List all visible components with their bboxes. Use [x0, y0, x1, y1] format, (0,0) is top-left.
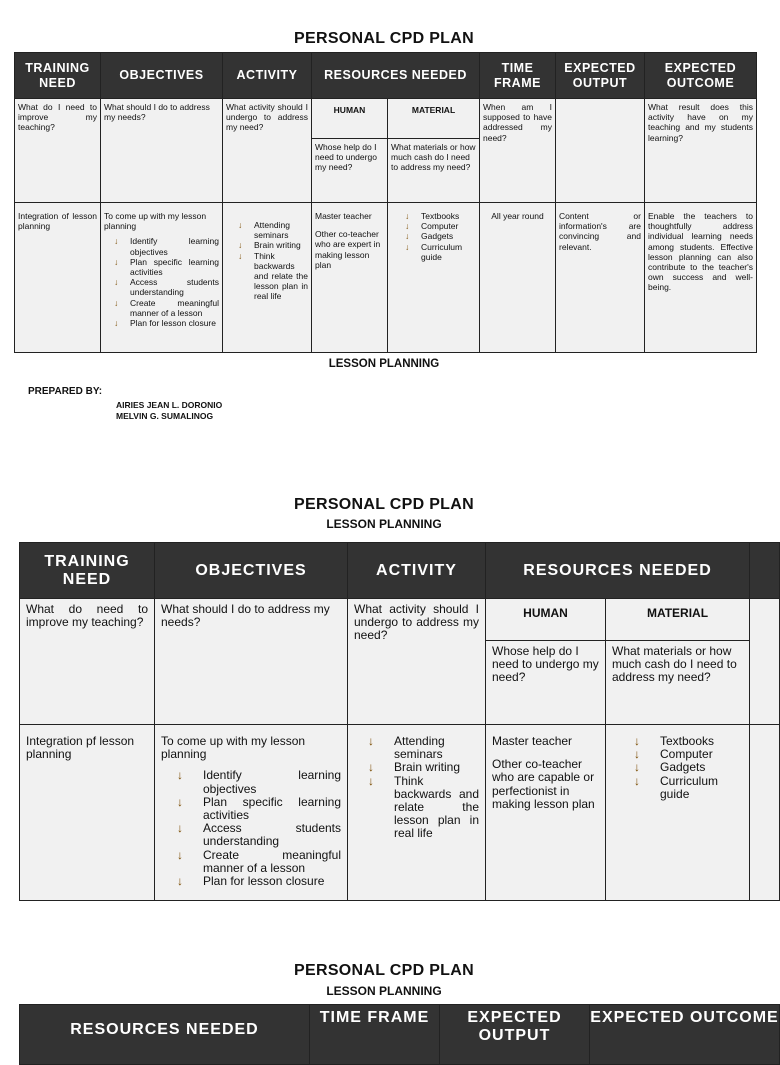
entry-activity — [348, 725, 486, 901]
arrow-down-icon — [114, 298, 118, 308]
header-training-need: TRAINING NEED — [15, 53, 101, 99]
entry-human — [312, 203, 388, 353]
objectives-list — [177, 769, 341, 888]
list-item: ↓ Plan specific learning activities — [114, 257, 219, 277]
arrow-down-icon — [238, 251, 242, 261]
question-expected-output — [556, 99, 645, 203]
entry-time-frame: All year round — [480, 203, 556, 353]
arrow-down-icon — [368, 775, 374, 788]
cpd-plan-table-1 — [14, 52, 757, 353]
question-activity: What activity should I undergo to address my need? — [348, 599, 486, 725]
header-objectives: OBJECTIVES — [155, 543, 348, 599]
list-item: ↓ Attending seminars — [238, 220, 308, 240]
cpd-plan-table-3 — [19, 1004, 780, 1065]
prepared-by-names — [116, 400, 222, 423]
header-activity: ACTIVITY — [223, 53, 312, 99]
question-expected-outcome: What result does this activity have on my teaching and my students learning? — [645, 99, 757, 203]
arrow-down-icon — [405, 211, 409, 221]
question-time-frame: When am I supposed to have addressed my need? — [480, 99, 556, 203]
list-item: ↓ Curriculum guide — [634, 775, 743, 801]
entry-objectives — [101, 203, 223, 353]
subheader-material: MATERIAL — [606, 599, 750, 641]
list-item: ↓ Plan for lesson closure — [114, 318, 219, 328]
list-item: ↓ Brain writing — [238, 240, 308, 250]
cpd-plan-table-2 — [19, 542, 780, 901]
arrow-down-icon — [405, 242, 409, 252]
arrow-down-icon — [177, 796, 183, 809]
header-activity: ACTIVITY — [348, 543, 486, 599]
arrow-down-icon — [177, 769, 183, 782]
entry-objectives — [155, 725, 348, 901]
list-item: ↓ Brain writing — [368, 761, 479, 774]
lesson-planning-subtitle-2: LESSON PLANNING — [326, 517, 442, 531]
question-activity: What activity should I undergo to address my need? — [223, 99, 312, 203]
plan-title-1: PERSONAL CPD PLAN — [294, 30, 474, 47]
entry-expected-outcome: Enable the teachers to thoughtfully address individual learning needs among students. Effective lesson planning can also contribute to the teacher's own success and well-being. — [645, 203, 757, 353]
question-human: Whose help do I need to undergo my need? — [312, 139, 388, 203]
question-material: What materials or how much cash do I need to address my need? — [606, 641, 750, 725]
materials-list — [405, 211, 476, 262]
subheader-human: HUMAN — [486, 599, 606, 641]
list-item: ↓ Plan specific learning activities — [177, 796, 341, 822]
header-training-need: TRAINING NEED — [20, 543, 155, 599]
header-expected-output: EXPECTED OUTPUT — [556, 53, 645, 99]
question-material: What materials or how much cash do I need to address my need? — [388, 139, 480, 203]
list-item: ↓ Identify learning objectives — [114, 236, 219, 256]
entry-human — [486, 725, 606, 901]
clipped-cell — [750, 599, 780, 725]
entry-material — [388, 203, 480, 353]
human-1: Master teacher — [315, 211, 372, 221]
arrow-down-icon — [368, 761, 374, 774]
subheader-human: HUMAN — [312, 99, 388, 139]
list-item: ↓ Access students understanding — [177, 822, 341, 848]
arrow-down-icon — [405, 221, 409, 231]
lesson-planning-subtitle-3: LESSON PLANNING — [326, 984, 442, 998]
list-item: ↓ Gadgets — [405, 231, 476, 241]
entry-material — [606, 725, 750, 901]
author-name: MELVIN G. SUMALINOG — [116, 411, 214, 422]
list-item: ↓ Textbooks — [634, 735, 743, 748]
list-item: ↓ Create meaningful manner of a lesson — [114, 298, 219, 318]
header-objectives: OBJECTIVES — [101, 53, 223, 99]
arrow-down-icon — [177, 822, 183, 835]
arrow-down-icon — [634, 761, 640, 774]
header-time-frame: TIME FRAME — [310, 1005, 440, 1065]
plan-title-3: PERSONAL CPD PLAN — [294, 962, 474, 979]
arrow-down-icon — [177, 849, 183, 862]
arrow-down-icon — [114, 236, 118, 246]
list-item: ↓ Attending seminars — [368, 735, 479, 761]
arrow-down-icon — [114, 277, 118, 287]
author-name: AIRIES JEAN L. DORONIO — [116, 400, 223, 410]
header-clipped — [750, 543, 780, 599]
clipped-cell — [750, 725, 780, 901]
list-item: ↓ Textbooks — [405, 211, 476, 221]
list-item: ↓ Think backwards and relate the lesson plan in real life — [238, 251, 308, 302]
entry-activity — [223, 203, 312, 353]
list-item: ↓ Create meaningful manner of a lesson — [177, 849, 341, 875]
arrow-down-icon — [238, 240, 242, 250]
entry-training-need: Integration of lesson planning — [15, 203, 101, 353]
human-1: Master teacher — [492, 734, 573, 748]
list-item: ↓ Access students understanding — [114, 277, 219, 297]
arrow-down-icon — [177, 875, 183, 888]
materials-list — [634, 735, 743, 801]
objectives-intro: To come up with my lesson planning — [161, 734, 306, 762]
plan-title-2: PERSONAL CPD PLAN — [294, 496, 474, 513]
entry-expected-output: Content or information's are convincing and relevant. — [556, 203, 645, 353]
objectives-list — [114, 236, 219, 328]
list-item: ↓ Computer — [634, 748, 743, 761]
header-resources-needed: RESOURCES NEEDED — [20, 1005, 310, 1065]
header-expected-output: EXPECTED OUTPUT — [440, 1005, 590, 1065]
question-training-need: What do I need to improve my teaching? — [15, 99, 101, 203]
header-expected-outcome: EXPECTED OUTCOME — [645, 53, 757, 99]
question-training-need: What do need to improve my teaching? — [20, 599, 155, 725]
prepared-by-label: PREPARED BY: — [28, 386, 103, 397]
objectives-intro: To come up with my lesson planning — [104, 211, 207, 232]
question-objectives: What should I do to address my needs? — [155, 599, 348, 725]
arrow-down-icon — [114, 318, 118, 328]
list-item: ↓ Curriculum guide — [405, 242, 476, 262]
human-2: Other co-teacher who are expert in making lesson plan — [315, 229, 381, 270]
list-item: ↓ Gadgets — [634, 761, 743, 774]
arrow-down-icon — [114, 257, 118, 267]
lesson-planning-label-1: LESSON PLANNING — [328, 358, 440, 370]
activities-list — [238, 220, 308, 302]
human-2: Other co-teacher who are capable or perfectionist in making lesson plan — [492, 757, 595, 811]
arrow-down-icon — [405, 231, 409, 241]
arrow-down-icon — [368, 735, 374, 748]
header-resources-needed: RESOURCES NEEDED — [486, 543, 750, 599]
list-item: ↓ Plan for lesson closure — [177, 875, 341, 888]
arrow-down-icon — [634, 775, 640, 788]
list-item: ↓ Computer — [405, 221, 476, 231]
list-item: ↓ Identify learning objectives — [177, 769, 341, 795]
arrow-down-icon — [238, 220, 242, 230]
header-time-frame: TIME FRAME — [480, 53, 556, 99]
header-resources-needed: RESOURCES NEEDED — [312, 53, 480, 99]
question-human: Whose help do I need to undergo my need? — [486, 641, 606, 725]
subheader-material: MATERIAL — [388, 99, 480, 139]
activities-list — [368, 735, 479, 841]
header-expected-outcome: EXPECTED OUTCOME — [590, 1005, 780, 1065]
list-item: ↓ Think backwards and relate the lesson plan in real life — [368, 775, 479, 841]
entry-training-need: Integration pf lesson planning — [20, 725, 155, 901]
question-objectives: What should I do to address my needs? — [101, 99, 223, 203]
